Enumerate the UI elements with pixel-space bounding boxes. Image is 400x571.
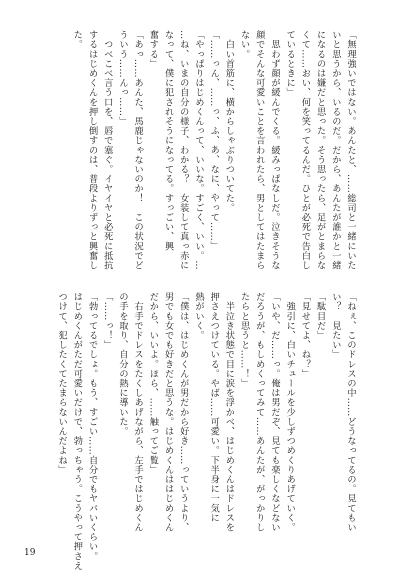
text-line: 「やっぱりはじめくんって、いいな。すごく、いい。… [192, 30, 204, 270]
text-line: 「無理強いではない。あんたと、……総司と一緒にいた [345, 30, 356, 270]
text-line: の手を取り、自分の熱に導いた。 [116, 292, 128, 436]
text-line: ない。 [238, 30, 250, 59]
text-line: だから、いいよ。ほら、……触ってご覧」 [147, 292, 159, 475]
text-line: 「……っん、……っ、ふ、あ、なに、やって……」 [208, 30, 220, 251]
text-line: するはじめくんを押し倒すのは、普段よりずっと興奮し [86, 30, 98, 270]
text-line: ているときに」 [284, 30, 296, 98]
text-block-top [69, 30, 358, 280]
text-line: ういう……んっ……」 [116, 30, 128, 126]
text-line: …ね、いまの自分の様子、わかる？ 女装して真っ赤に [177, 30, 189, 270]
text-line: 強引に、白いチュールを少しずつめくりあげていく。 [284, 292, 296, 532]
text-line: 「……っ！」 [101, 292, 113, 350]
text-line: いと思うから、いるのだ。だから、あんたが誰かと一緒 [329, 30, 341, 270]
text-line: 「僕は、はじめくんが男だから好き……っていうより、 [177, 292, 189, 532]
page-number: 19 [24, 548, 36, 558]
text-line: 奮する」 [147, 30, 159, 69]
text-line: たらと思うと……！」 [238, 292, 250, 388]
text-line: 「駄目だ」 [314, 292, 326, 340]
text-line: 思わず顔が緩んでくる。緩みっぱなしだ。泣きそうな [268, 30, 280, 270]
text-line: 「いや、だ……っ。俺は男だぞ、見ても楽しくなどない [268, 292, 280, 532]
text-line: 「ねぇ、このドレスの中……どうなってるの。見てもい [345, 292, 356, 532]
text-line: 押さえつけている。やば……可愛い。下半身に一気に [208, 292, 220, 523]
text-line: になるのは嫌だと思った。そう思ったら、足がとまらな [314, 30, 326, 270]
text-line: くて……おい、何を笑ってるんだ。ひとが必死で告白し [299, 30, 311, 270]
text-block-bottom [54, 292, 358, 571]
text-line: た。 [71, 30, 83, 50]
text-line: 白い首筋に、横からしゃぶりついてた。 [223, 30, 235, 213]
text-line: はじめくんがただ可愛いだけで、勃っちゃう。こうやって押さえ [71, 292, 83, 571]
text-line: い？ 見たい」 [329, 292, 341, 360]
text-line: なって、僕に犯されそうになってる。すっごい、興 [162, 30, 174, 251]
text-line: 男でも女でも好きだと思うな。はじめくんははじめくん [162, 292, 174, 532]
text-line: 「あっ……あんた、馬鹿じゃないのか！ この状況でど [132, 30, 144, 270]
text-line: 半泣き状態で目に涙を浮かべ、はじめくんはドレスを [223, 292, 235, 532]
text-line: 顔でそんな可愛いことを言われたら、男としてはたまら [253, 30, 265, 270]
text-line: つけて、犯したくてたまらないんだよね」 [56, 292, 68, 475]
text-line: つべこべ言う口を、唇で塞ぐ。イヤイヤと必死に抵抗 [101, 30, 113, 270]
text-line: 熱がいく。 [192, 292, 204, 340]
text-line: だろうが、もしめくってみて……あんたが、がっかりし [253, 292, 265, 532]
text-line: 「勃ってるでしょ。もう、すごい……自分でもヤバいくらい。 [86, 292, 98, 561]
text-line: 右手でドレスをたくしあげながら、左手ではじめくん [132, 292, 144, 532]
text-line: 「見せてよ、ね？」 [299, 292, 311, 379]
